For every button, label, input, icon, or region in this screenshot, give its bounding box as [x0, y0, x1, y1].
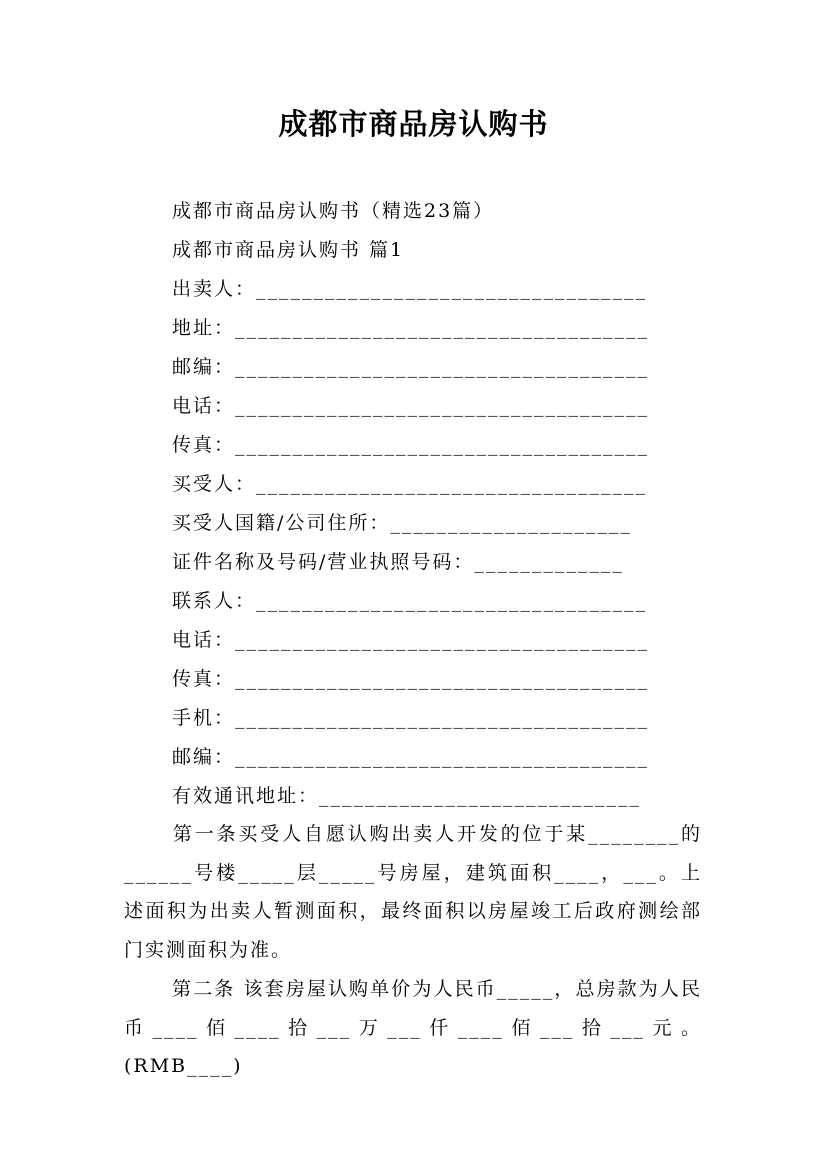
field-buyer: 买受人：__________________________________: [172, 473, 648, 495]
field-mobile: 手机：____________________________________: [172, 707, 650, 729]
section-heading: 成都市商品房认购书 篇1: [172, 239, 405, 261]
field-seller: 出卖人：__________________________________: [172, 278, 648, 300]
field-postcode: 邮编：____________________________________: [172, 356, 650, 378]
field-address: 地址：____________________________________: [172, 317, 650, 339]
field-fax-2: 传真：____________________________________: [172, 668, 650, 690]
field-id-number: 证件名称及号码/营业执照号码：_____________: [172, 551, 624, 573]
article-1-paragraph: [124, 815, 702, 969]
article-2-paragraph: [124, 970, 702, 1086]
field-mailing-address: 有效通讯地址：____________________________: [172, 785, 642, 807]
article-2-text: 第二条 该套房屋认购单价为人民币_____，总房款为人民币____佰____拾___万___仟____佰___拾___元。(RMB____): [124, 978, 702, 1077]
field-phone-2: 电话：____________________________________: [172, 629, 650, 651]
document-title: 成都市商品房认购书: [278, 107, 549, 141]
field-postcode-2: 邮编：____________________________________: [172, 746, 650, 768]
field-phone: 电话：____________________________________: [172, 395, 650, 417]
field-contact: 联系人：__________________________________: [172, 590, 648, 612]
field-fax: 传真：____________________________________: [172, 434, 650, 456]
subtitle-line: 成都市商品房认购书（精选23篇）: [172, 200, 495, 222]
article-1-text: 第一条买受人自愿认购出卖人开发的位于某________的______号楼_____层_____号房屋，建筑面积____，___。上述面积为出卖人暂测面积，最终面积以房屋竣工后政府测绘部门实测面积为准。: [124, 823, 702, 961]
field-buyer-nationality: 买受人国籍/公司住所：_____________________: [172, 512, 632, 534]
